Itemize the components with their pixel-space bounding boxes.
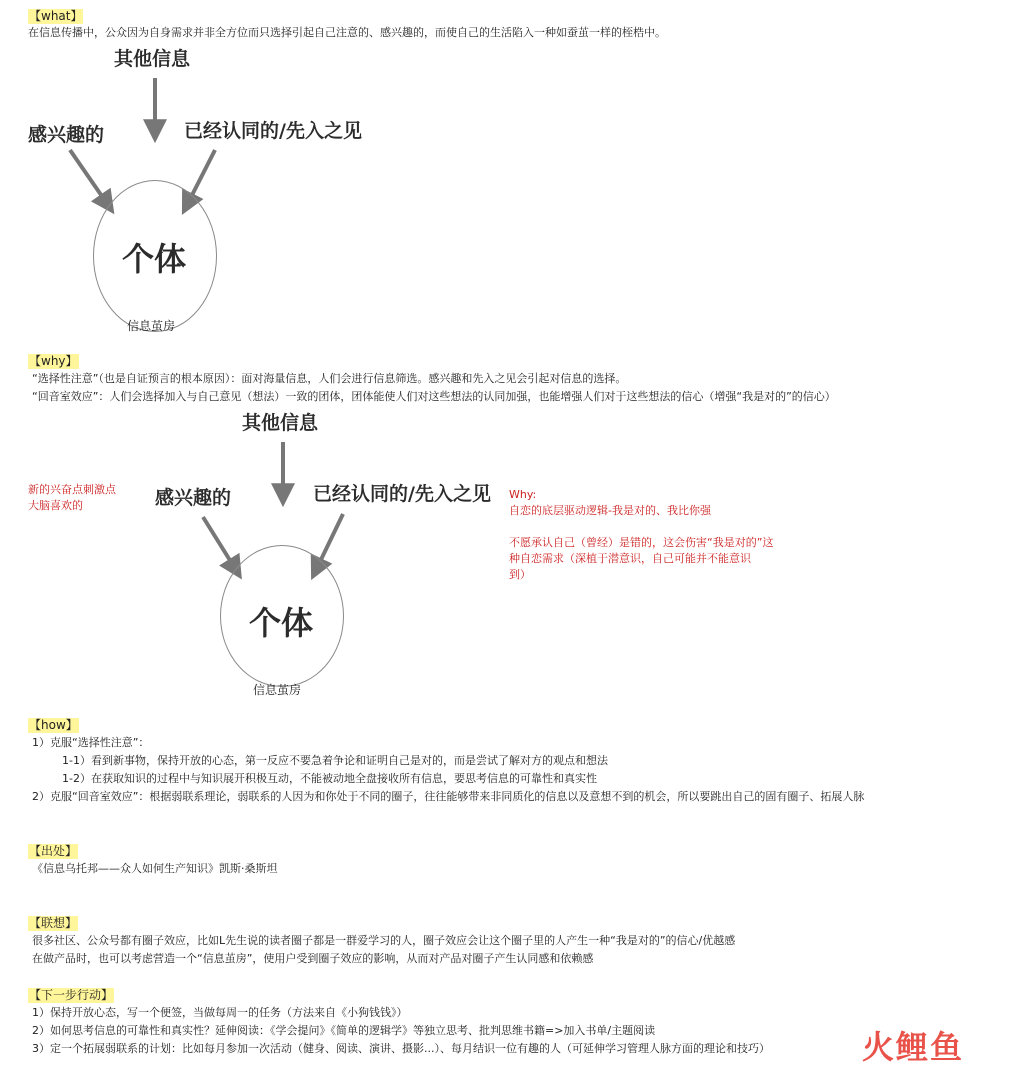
diagram2-note-right-1: Why: <box>509 488 537 501</box>
next-line-1: 1）保持开放心态，写一个便签，当做每周一的任务（方法来自《小狗钱钱》） <box>32 1006 408 1019</box>
source-text: 《信息乌托邦——众人如何生产知识》凯斯·桑斯坦 <box>32 862 278 875</box>
what-tag: 【what】 <box>29 9 83 23</box>
how-line-2: 1-1）看到新事物，保持开放的心态，第一反应不要急着争论和证明自己是对的，而是尝试了解对方的观点和想法 <box>62 754 608 767</box>
assoc-line-1: 很多社区、公众号都有圈子效应，比如L先生说的读者圈子都是一群爱学习的人，圈子效应会让这个圈子里的人产生一种“我是对的”的信心/优越感 <box>32 934 736 947</box>
diagram2-note-left-1: 新的兴奋点刺激点 <box>28 483 116 496</box>
what-text: 在信息传播中，公众因为自身需求并非全方位而只选择引起自己注意的、感兴趣的，而使自己的生活陷入一种如蚕茧一样的桎梏中。 <box>28 26 666 39</box>
diagram2-note-right-2: 自恋的底层驱动逻辑-我是对的、我比你强 <box>509 504 711 517</box>
next-line-3: 3）定一个拓展弱联系的计划：比如每月参加一次活动（健身、阅读、演讲、摄影...）、每月结识一位有趣的人（可延伸学习管理人脉方面的理论和技巧） <box>32 1042 770 1055</box>
diagram1-left-label: 感兴趣的 <box>28 124 105 146</box>
diagram1-right-label: 已经认同的/先入之见 <box>184 120 362 142</box>
how-line-1: 1）克服“选择性注意”： <box>32 736 150 749</box>
diagram1-caption: 信息茧房 <box>127 319 176 333</box>
diagram2-note-left-2: 大脑喜欢的 <box>28 499 83 512</box>
next-line-2: 2）如何思考信息的可靠性和真实性？延伸阅读：《学会提问》《简单的逻辑学》等独立思考、批判思维书籍=>加入书单/主题阅读 <box>32 1024 656 1037</box>
arrow-left-2 <box>203 517 236 570</box>
diagram2-note-right-3: 不愿承认自己（曾经）是错的，这会伤害“我是对的”这 <box>509 536 774 549</box>
how-line-3: 1-2）在获取知识的过程中与知识展开积极互动，不能被动地全盘接收所有信息，要思考信息的可靠性和真实性 <box>62 772 597 785</box>
diagram2-caption: 信息茧房 <box>253 683 302 697</box>
source-tag: 【出处】 <box>29 844 78 858</box>
diagram1-center-label: 个体 <box>122 240 187 278</box>
why-line-2: “回音室效应”：人们会选择加入与自己意见（想法）一致的团体，团体能使人们对这些想法的认同加强，也能增强人们对于这些想法的信心（增强“我是对的”的信心） <box>32 390 836 403</box>
why-line-1: “选择性注意”（也是自证预言的根本原因）：面对海量信息，人们会进行信息筛选。感兴趣和先入之见会引起对信息的选择。 <box>32 372 627 385</box>
diagram1-top-label: 其他信息 <box>114 48 191 70</box>
diagram2-center-label: 个体 <box>249 604 314 642</box>
diagram2-left-label: 感兴趣的 <box>155 487 232 509</box>
watermark-logo: 火鲤鱼 <box>862 1028 965 1066</box>
diagram2-note-right-4: 种自恋需求（深植于潜意识，自己可能并不能意识 <box>509 552 751 565</box>
diagram2-right-label: 已经认同的/先入之见 <box>313 483 491 505</box>
why-tag: 【why】 <box>29 354 78 368</box>
assoc-tag: 【联想】 <box>29 916 78 930</box>
diagram2-note-right-5: 到） <box>509 568 531 581</box>
how-tag: 【how】 <box>29 718 78 732</box>
how-line-4: 2）克服“回音室效应”：根据弱联系理论，弱联系的人因为和你处于不同的圈子，往往能够带来非同质化的信息以及意想不到的机会，所以要跳出自己的固有圈子、拓展人脉 <box>32 790 865 803</box>
arrow-left-1 <box>70 150 108 205</box>
next-tag: 【下一步行动】 <box>29 988 114 1002</box>
assoc-line-2: 在做产品时，也可以考虑营造一个“信息茧房”，使用户受到圈子效应的影响，从而对产品对圈子产生认同感和依赖感 <box>32 952 594 965</box>
diagram2-top-label: 其他信息 <box>242 412 319 434</box>
